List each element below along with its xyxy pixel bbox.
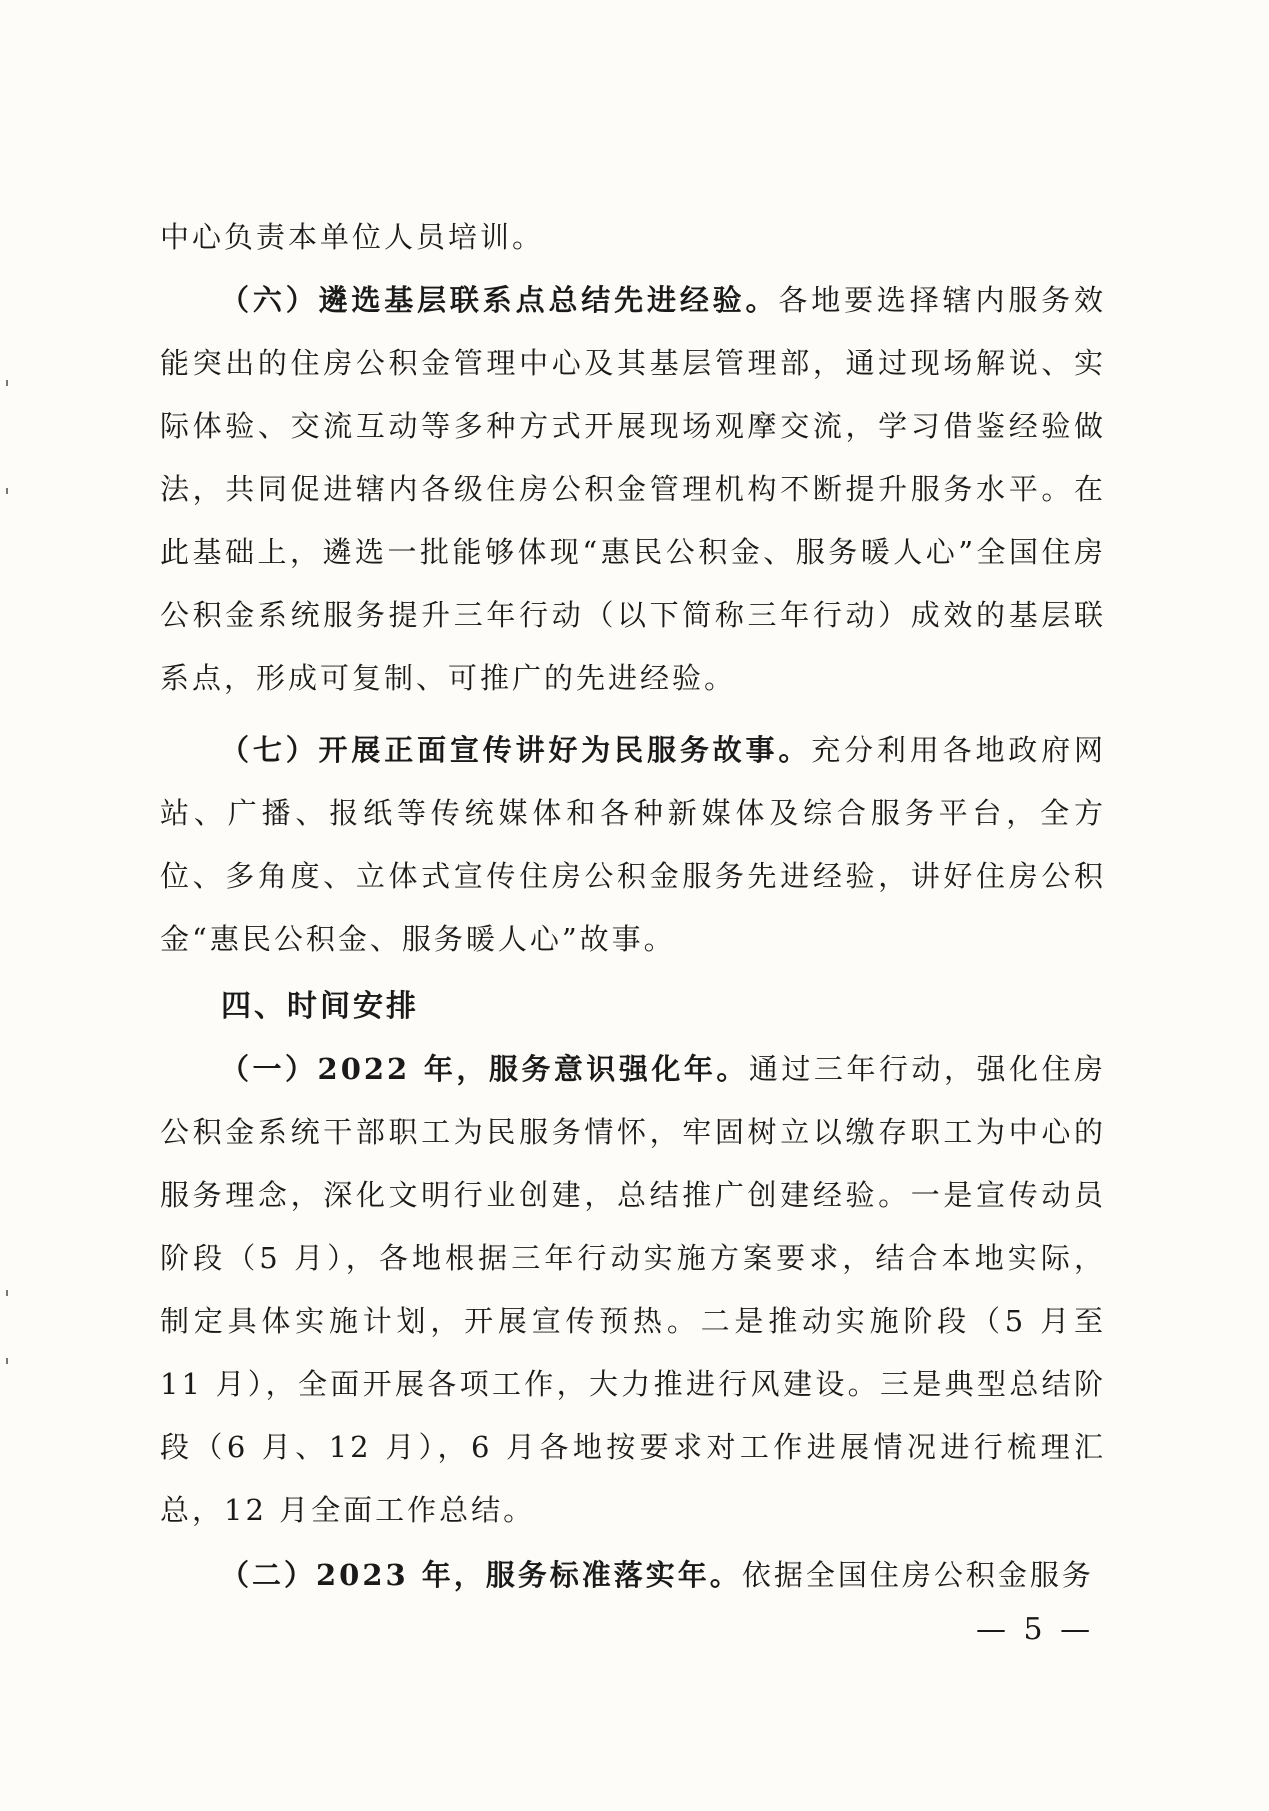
paragraph-text: 各地要选择辖内服务效能突出的住房公积金管理中心及其基层管理部，通过现场解说、实际体验、交流互动等多种方式开展现场观摩交流，学习借鉴经验做法，共同促进辖内各级住房公积金管理机构不断提升服务水平。在此基础上，遴选一批能够体现“惠民公积金、服务暖人心”全国住房公积金系统服务提升三年行动（以下简称三年行动）成效的基层联系点，形成可复制、可推广的先进经验。 (160, 283, 1106, 695)
scan-edge-mark (6, 488, 8, 494)
paragraph-continuation (160, 206, 1106, 269)
paragraph-seven (160, 719, 1106, 971)
paragraph-text: 依据全国住房公积金服务 (741, 1558, 1094, 1592)
page-number: — 5 — (976, 1612, 1095, 1647)
paragraph-text: 通过三年行动，强化住房公积金系统干部职工为民服务情怀，牢固树立以缴存职工为中心的服务理念，深化文明行业创建，总结推广创建经验。一是宣传动员阶段（5 月），各地根据三年行动实施方案要求，结合本地实际，制定具体实施计划，开展宣传预热。二是推动实施阶段（5 月至 11 月），全面开展各项工作，大力推进行风建设。三是典型总结阶段（6 月、12 月），6 月各地按要求对工作进展情况进行梳理汇总，12 月全面工作总结。 (160, 1052, 1106, 1527)
paragraph-title: （七）开展正面宣传讲好为民服务故事。 (220, 733, 812, 767)
paragraph-title: （六）遴选基层联系点总结先进经验。 (220, 283, 779, 317)
scan-edge-mark (6, 380, 8, 386)
scan-edge-mark (6, 1358, 8, 1364)
paragraph-text: 充分利用各地政府网站、广播、报纸等传统媒体和各种新媒体及综合服务平台，全方位、多角度、立体式宣传住房公积金服务先进经验，讲好住房公积金“惠民公积金、服务暖人心”故事。 (160, 733, 1106, 956)
paragraph-title: （二）2023 年，服务标准落实年。 (220, 1558, 742, 1592)
scan-edge-mark (6, 1290, 8, 1296)
paragraph-text: 中心负责本单位人员培训。 (160, 220, 545, 254)
section-heading: 四、时间安排 (221, 989, 419, 1024)
paragraph-title: （一）2022 年，服务意识强化年。 (220, 1052, 749, 1086)
paragraph-2023 (160, 1544, 1106, 1607)
paragraph-2022 (160, 1038, 1106, 1542)
paragraph-six (160, 269, 1106, 710)
